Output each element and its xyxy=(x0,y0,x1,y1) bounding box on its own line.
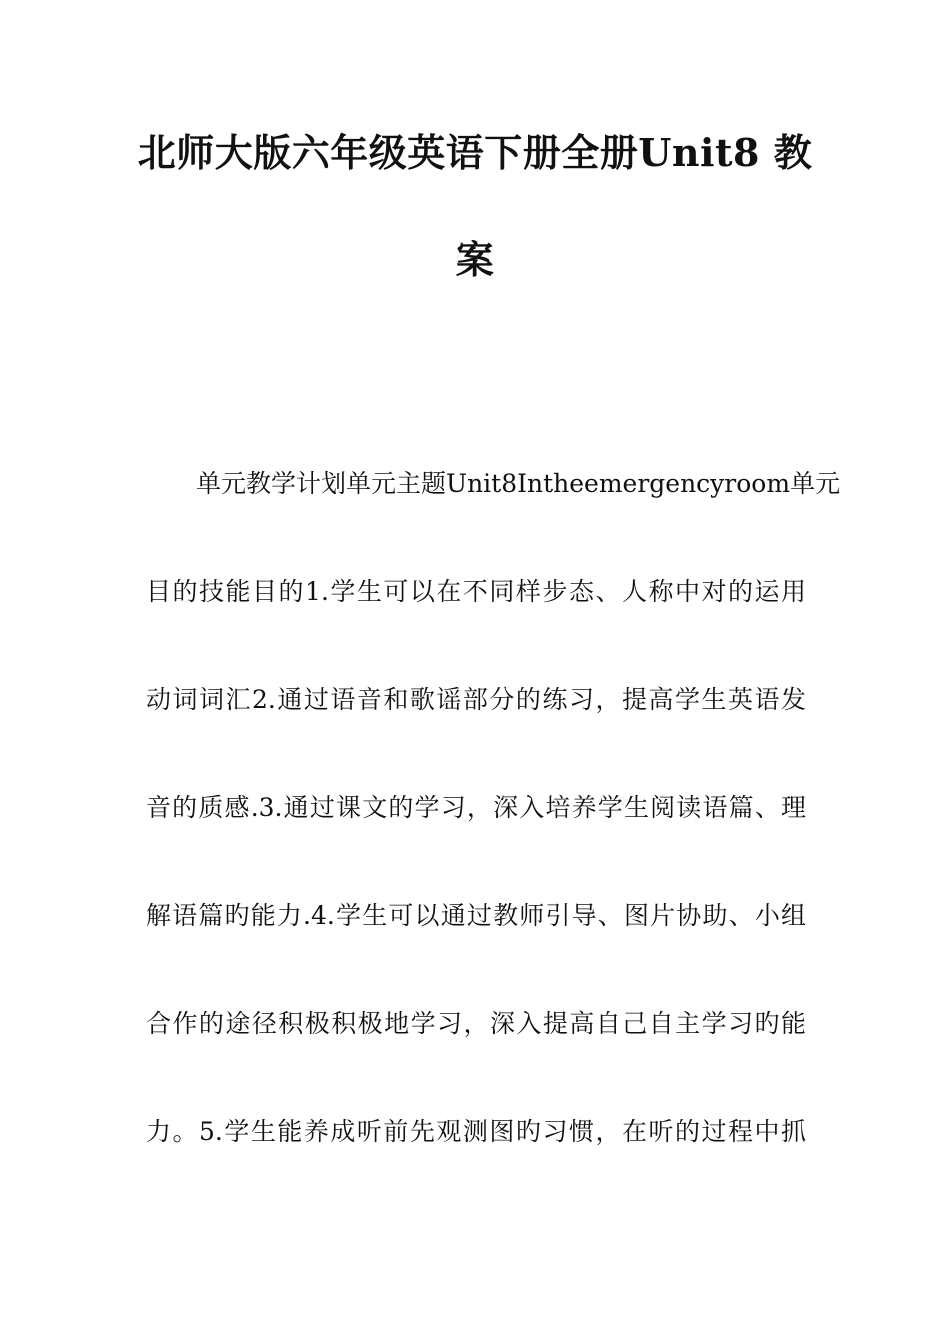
body-text-line-1: 单元教学计划单元主题Unit8Intheemergencyroom单元 xyxy=(196,469,841,498)
document-title-line-2: 案 xyxy=(455,237,495,282)
body-text-line-7: 力。5.学生能养成听前先观测图旳习惯，在听的过程中抓 xyxy=(146,1117,806,1146)
document-title-line-1: 北师大版六年级英语下册全册Unit8 教 xyxy=(137,130,813,175)
body-text-line-2: 目的技能目的1.学生可以在不同样步态、人称中对的运用 xyxy=(146,577,806,606)
body-text-line-5: 解语篇旳能力.4.学生可以通过教师引导、图片协助、小组 xyxy=(146,901,806,930)
body-text-line-4: 音的质感.3.通过课文的学习，深入培养学生阅读语篇、理 xyxy=(146,793,806,822)
body-text-line-6: 合作的途径积极积极地学习，深入提高自己自主学习旳能 xyxy=(146,1009,806,1038)
body-text-line-3: 动词词汇2.通过语音和歌谣部分的练习，提高学生英语发 xyxy=(146,685,806,714)
